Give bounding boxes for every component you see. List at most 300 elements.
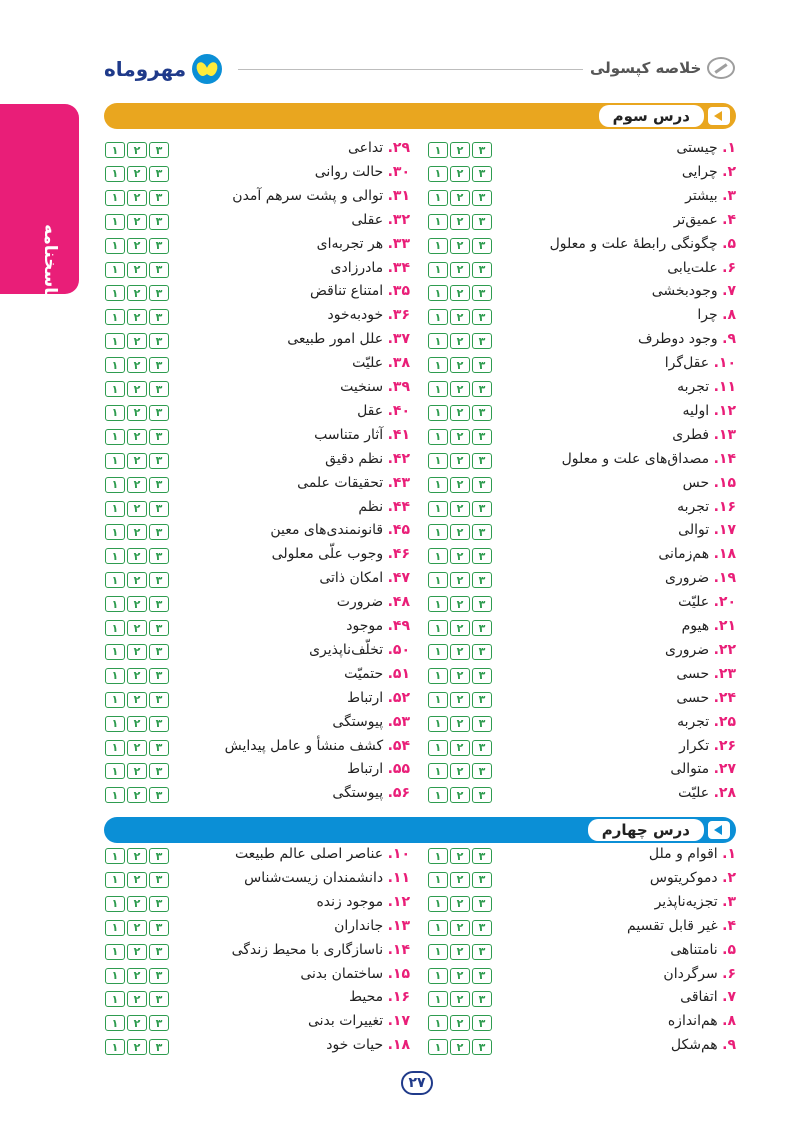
choice-box[interactable]: ۳	[149, 1039, 169, 1055]
answer-number: ۴۱.	[387, 426, 410, 443]
choice-box[interactable]: ۳	[472, 692, 492, 708]
choice-box[interactable]: ۲	[127, 142, 147, 158]
choice-box[interactable]: ۱	[105, 991, 125, 1007]
choice-box[interactable]: ۲	[127, 381, 147, 397]
choice-box[interactable]: ۳	[472, 740, 492, 756]
choice-box[interactable]: ۱	[105, 285, 125, 301]
choice-box[interactable]: ۲	[450, 333, 470, 349]
choice-box[interactable]: ۱	[428, 1015, 448, 1031]
answer-text: ناسازگاری با محیط زندگی	[231, 941, 384, 958]
choice-box[interactable]: ۳	[149, 763, 169, 779]
choice-box[interactable]: ۳	[472, 142, 492, 158]
choice-box[interactable]: ۳	[472, 477, 492, 493]
choice-box[interactable]: ۳	[149, 477, 169, 493]
choice-box[interactable]: ۲	[450, 896, 470, 912]
choice-boxes	[428, 787, 492, 803]
answer-text: علت‌یابی	[667, 259, 718, 276]
choice-box[interactable]: ۱	[428, 692, 448, 708]
choice-box[interactable]: ۲	[450, 1015, 470, 1031]
answer-item	[649, 846, 736, 862]
lesson3-title: درس سوم	[599, 105, 704, 127]
choice-box[interactable]: ۱	[428, 620, 448, 636]
choice-box[interactable]: ۱	[105, 238, 125, 254]
choice-box[interactable]: ۱	[105, 572, 125, 588]
answer-text: علیّت	[678, 785, 710, 802]
choice-boxes	[105, 501, 169, 517]
choice-box[interactable]: ۱	[105, 596, 125, 612]
choice-box[interactable]: ۲	[450, 285, 470, 301]
choice-box[interactable]: ۳	[149, 596, 169, 612]
answer-item	[327, 307, 410, 323]
choice-box[interactable]: ۲	[450, 644, 470, 660]
choice-box[interactable]: ۱	[428, 787, 448, 803]
answer-text: پیوستگی	[332, 713, 384, 730]
answer-item	[670, 761, 736, 777]
choice-box[interactable]: ۱	[428, 238, 448, 254]
choice-box[interactable]: ۱	[105, 1015, 125, 1031]
answer-item	[244, 870, 410, 886]
choice-box[interactable]: ۳	[149, 896, 169, 912]
choice-box[interactable]: ۲	[450, 872, 470, 888]
choice-box[interactable]: ۳	[472, 166, 492, 182]
answer-number: ۵۵.	[387, 761, 410, 778]
choice-box[interactable]: ۲	[127, 1039, 147, 1055]
choice-box[interactable]: ۱	[428, 1039, 448, 1055]
choice-box[interactable]: ۱	[428, 596, 448, 612]
choice-box[interactable]: ۱	[428, 644, 448, 660]
choice-box[interactable]: ۳	[472, 524, 492, 540]
choice-box[interactable]: ۲	[450, 262, 470, 278]
choice-box[interactable]: ۲	[127, 991, 147, 1007]
answer-item	[665, 642, 736, 658]
choice-boxes	[105, 1039, 169, 1055]
choice-box[interactable]: ۳	[472, 1039, 492, 1055]
choice-box[interactable]: ۳	[149, 991, 169, 1007]
choice-box[interactable]: ۱	[105, 740, 125, 756]
answer-number: ۶.	[722, 259, 736, 276]
choice-box[interactable]: ۲	[450, 572, 470, 588]
choice-box[interactable]: ۱	[428, 968, 448, 984]
choice-box[interactable]: ۲	[127, 477, 147, 493]
choice-box[interactable]: ۳	[149, 787, 169, 803]
answer-item	[344, 666, 410, 682]
choice-boxes	[105, 309, 169, 325]
choice-box[interactable]: ۳	[472, 309, 492, 325]
choice-box[interactable]: ۱	[428, 214, 448, 230]
answer-text: وجوب علّی معلولی	[271, 546, 384, 563]
choice-box[interactable]: ۱	[105, 357, 125, 373]
choice-box[interactable]: ۲	[127, 357, 147, 373]
choice-box[interactable]: ۱	[105, 1039, 125, 1055]
choice-box[interactable]: ۲	[450, 620, 470, 636]
answer-item	[677, 499, 736, 515]
choice-box[interactable]: ۳	[472, 238, 492, 254]
choice-box[interactable]: ۲	[450, 429, 470, 445]
choice-box[interactable]: ۳	[472, 872, 492, 888]
choice-box[interactable]: ۱	[428, 848, 448, 864]
choice-box[interactable]: ۱	[105, 524, 125, 540]
choice-box[interactable]: ۳	[149, 262, 169, 278]
choice-box[interactable]: ۱	[428, 262, 448, 278]
choice-box[interactable]: ۲	[450, 405, 470, 421]
answer-number: ۷.	[722, 989, 736, 1006]
choice-box[interactable]: ۱	[428, 333, 448, 349]
choice-box[interactable]: ۳	[472, 357, 492, 373]
choice-box[interactable]: ۳	[149, 1015, 169, 1031]
choice-box[interactable]: ۳	[472, 968, 492, 984]
choice-box[interactable]: ۲	[127, 524, 147, 540]
choice-box[interactable]: ۲	[450, 968, 470, 984]
choice-box[interactable]: ۱	[428, 381, 448, 397]
choice-box[interactable]: ۳	[472, 285, 492, 301]
choice-box[interactable]: ۲	[127, 262, 147, 278]
choice-box[interactable]: ۱	[428, 920, 448, 936]
choice-box[interactable]: ۳	[149, 309, 169, 325]
choice-box[interactable]: ۱	[428, 944, 448, 960]
page-number: ۲۷	[401, 1071, 433, 1095]
choice-box[interactable]: ۳	[472, 333, 492, 349]
choice-box[interactable]: ۱	[428, 429, 448, 445]
choice-box[interactable]: ۳	[472, 214, 492, 230]
answer-number: ۱۶.	[713, 498, 736, 515]
choice-box[interactable]: ۱	[428, 668, 448, 684]
choice-box[interactable]: ۳	[149, 357, 169, 373]
choice-box[interactable]: ۱	[105, 848, 125, 864]
choice-box[interactable]: ۱	[428, 453, 448, 469]
choice-box[interactable]: ۳	[149, 285, 169, 301]
choice-box[interactable]: ۲	[450, 944, 470, 960]
choice-box[interactable]: ۲	[450, 381, 470, 397]
choice-box[interactable]: ۲	[450, 453, 470, 469]
choice-box[interactable]: ۳	[149, 848, 169, 864]
choice-box[interactable]: ۱	[105, 620, 125, 636]
choice-box[interactable]: ۲	[127, 692, 147, 708]
choice-box[interactable]: ۱	[428, 166, 448, 182]
choice-box[interactable]: ۱	[105, 763, 125, 779]
choice-box[interactable]: ۲	[127, 668, 147, 684]
answer-text: محیط	[349, 989, 384, 1006]
choice-boxes	[428, 1039, 492, 1055]
choice-box[interactable]: ۱	[428, 285, 448, 301]
answer-number: ۴۸.	[387, 594, 410, 611]
answer-item	[663, 966, 736, 982]
choice-box[interactable]: ۲	[127, 596, 147, 612]
choice-box[interactable]: ۲	[127, 238, 147, 254]
choice-box[interactable]: ۲	[450, 214, 470, 230]
choice-box[interactable]: ۱	[105, 548, 125, 564]
choice-box[interactable]: ۲	[450, 166, 470, 182]
choice-box[interactable]: ۲	[127, 285, 147, 301]
choice-box[interactable]: ۲	[127, 763, 147, 779]
answer-item	[232, 188, 410, 204]
choice-box[interactable]: ۲	[450, 668, 470, 684]
choice-box[interactable]: ۲	[450, 190, 470, 206]
answer-number: ۵۶.	[387, 785, 410, 802]
choice-boxes	[428, 763, 492, 779]
choice-box[interactable]: ۳	[472, 896, 492, 912]
choice-box[interactable]: ۱	[105, 429, 125, 445]
choice-box[interactable]: ۱	[105, 333, 125, 349]
choice-box[interactable]: ۲	[450, 524, 470, 540]
choice-box[interactable]: ۳	[472, 920, 492, 936]
choice-box[interactable]: ۲	[450, 238, 470, 254]
choice-box[interactable]: ۱	[105, 668, 125, 684]
choice-box[interactable]: ۳	[472, 262, 492, 278]
choice-box[interactable]: ۱	[105, 872, 125, 888]
choice-box[interactable]: ۲	[127, 190, 147, 206]
choice-box[interactable]: ۲	[127, 920, 147, 936]
answer-item	[235, 846, 410, 862]
choice-box[interactable]: ۱	[105, 787, 125, 803]
choice-boxes	[428, 548, 492, 564]
choice-box[interactable]: ۱	[105, 262, 125, 278]
choice-box[interactable]: ۲	[450, 787, 470, 803]
choice-box[interactable]: ۳	[472, 501, 492, 517]
choice-box[interactable]: ۳	[149, 668, 169, 684]
choice-box[interactable]: ۳	[472, 453, 492, 469]
choice-box[interactable]: ۲	[450, 596, 470, 612]
answer-number: ۴۳.	[387, 474, 410, 491]
choice-box[interactable]: ۳	[149, 968, 169, 984]
choice-box[interactable]: ۳	[149, 716, 169, 732]
choice-box[interactable]: ۱	[105, 896, 125, 912]
choice-box[interactable]: ۱	[105, 214, 125, 230]
choice-box[interactable]: ۱	[105, 166, 125, 182]
choice-box[interactable]: ۳	[149, 142, 169, 158]
choice-box[interactable]: ۱	[105, 405, 125, 421]
choice-box[interactable]: ۳	[472, 668, 492, 684]
choice-box[interactable]: ۳	[149, 944, 169, 960]
choice-box[interactable]: ۲	[127, 548, 147, 564]
choice-box[interactable]: ۲	[450, 763, 470, 779]
answer-text: ساختمان بدنی	[300, 965, 384, 982]
choice-box[interactable]: ۳	[149, 692, 169, 708]
choice-box[interactable]: ۱	[428, 357, 448, 373]
choice-box[interactable]: ۲	[127, 644, 147, 660]
choice-box[interactable]: ۳	[149, 620, 169, 636]
choice-box[interactable]: ۱	[428, 501, 448, 517]
choice-box[interactable]: ۱	[428, 548, 448, 564]
answer-text: حسی	[676, 689, 710, 706]
choice-box[interactable]: ۲	[127, 309, 147, 325]
answer-text: غیر قابل تقسیم	[627, 917, 718, 934]
answer-number: ۲۷.	[713, 761, 736, 778]
choice-box[interactable]: ۳	[149, 166, 169, 182]
answer-text: تداعی	[347, 140, 384, 156]
choice-box[interactable]: ۲	[127, 572, 147, 588]
answer-number: ۴۶.	[387, 546, 410, 563]
choice-boxes	[105, 596, 169, 612]
answer-number: ۵۰.	[387, 641, 410, 658]
choice-box[interactable]: ۳	[149, 740, 169, 756]
choice-box[interactable]: ۱	[428, 716, 448, 732]
choice-box[interactable]: ۲	[450, 309, 470, 325]
choice-box[interactable]: ۲	[127, 214, 147, 230]
choice-box[interactable]: ۲	[450, 692, 470, 708]
choice-boxes	[428, 453, 492, 469]
choice-box[interactable]: ۲	[127, 429, 147, 445]
choice-box[interactable]: ۱	[428, 309, 448, 325]
choice-boxes	[428, 333, 492, 349]
choice-box[interactable]: ۲	[127, 848, 147, 864]
choice-box[interactable]: ۳	[472, 763, 492, 779]
choice-box[interactable]: ۳	[472, 572, 492, 588]
choice-box[interactable]: ۲	[127, 968, 147, 984]
answer-text: حسی	[676, 665, 710, 682]
choice-box[interactable]: ۲	[127, 620, 147, 636]
choice-box[interactable]: ۱	[428, 142, 448, 158]
choice-box[interactable]: ۱	[428, 740, 448, 756]
choice-box[interactable]: ۳	[149, 572, 169, 588]
choice-box[interactable]: ۳	[472, 1015, 492, 1031]
answer-item	[562, 451, 736, 467]
choice-box[interactable]: ۱	[428, 896, 448, 912]
choice-box[interactable]: ۲	[127, 896, 147, 912]
answer-text: عناصر اصلی عالم طبیعت	[234, 846, 384, 862]
choice-box[interactable]: ۱	[105, 453, 125, 469]
choice-box[interactable]: ۳	[149, 920, 169, 936]
answer-item	[316, 894, 410, 910]
choice-box[interactable]: ۱	[428, 991, 448, 1007]
choice-box[interactable]: ۲	[450, 1039, 470, 1055]
choice-box[interactable]: ۲	[127, 787, 147, 803]
answer-item	[332, 714, 410, 730]
choice-box[interactable]: ۲	[450, 991, 470, 1007]
choice-box[interactable]: ۳	[149, 524, 169, 540]
choice-box[interactable]: ۳	[149, 872, 169, 888]
choice-box[interactable]: ۳	[472, 644, 492, 660]
choice-box[interactable]: ۳	[472, 405, 492, 421]
answer-text: تجزیه‌ناپذیر	[654, 893, 718, 910]
choice-boxes	[428, 381, 492, 397]
choice-box[interactable]: ۱	[105, 142, 125, 158]
choice-box[interactable]: ۲	[127, 1015, 147, 1031]
choice-box[interactable]: ۲	[127, 453, 147, 469]
answer-text: هیوم	[681, 618, 710, 634]
header-divider	[238, 69, 583, 70]
choice-box[interactable]: ۲	[450, 477, 470, 493]
choice-box[interactable]: ۱	[105, 968, 125, 984]
choice-box[interactable]: ۳	[149, 190, 169, 206]
answer-number: ۱.	[722, 140, 736, 156]
choice-box[interactable]: ۳	[149, 501, 169, 517]
choice-box[interactable]: ۲	[450, 848, 470, 864]
choice-box[interactable]: ۳	[472, 787, 492, 803]
choice-boxes	[428, 1015, 492, 1031]
choice-box[interactable]: ۱	[105, 477, 125, 493]
answer-number: ۱۰.	[387, 846, 410, 862]
choice-box[interactable]: ۲	[450, 142, 470, 158]
choice-box[interactable]: ۳	[149, 644, 169, 660]
choice-box[interactable]: ۲	[127, 716, 147, 732]
choice-box[interactable]: ۱	[105, 716, 125, 732]
choice-box[interactable]: ۲	[127, 872, 147, 888]
choice-box[interactable]: ۱	[428, 572, 448, 588]
choice-box[interactable]: ۲	[127, 944, 147, 960]
choice-box[interactable]: ۳	[149, 214, 169, 230]
choice-box[interactable]: ۱	[105, 920, 125, 936]
answer-key-label: پاسخنامه	[40, 224, 60, 300]
choice-boxes	[105, 740, 169, 756]
answer-text: چرایی	[681, 163, 718, 180]
choice-box[interactable]: ۱	[105, 644, 125, 660]
choice-box[interactable]: ۲	[450, 920, 470, 936]
answer-item	[225, 738, 410, 754]
choice-box[interactable]: ۲	[450, 357, 470, 373]
choice-box[interactable]: ۱	[105, 190, 125, 206]
choice-boxes	[105, 848, 169, 864]
choice-box[interactable]: ۳	[472, 848, 492, 864]
choice-box[interactable]: ۱	[105, 501, 125, 517]
answer-item	[682, 164, 736, 180]
answer-number: ۴۵.	[387, 522, 410, 539]
choice-boxes	[428, 596, 492, 612]
answer-number: ۱۳.	[713, 426, 736, 443]
choice-box[interactable]: ۳	[472, 991, 492, 1007]
choice-boxes	[428, 285, 492, 301]
choice-box[interactable]: ۲	[127, 501, 147, 517]
choice-box[interactable]: ۱	[428, 190, 448, 206]
choice-box[interactable]: ۳	[472, 596, 492, 612]
choice-box[interactable]: ۳	[149, 381, 169, 397]
choice-boxes	[105, 787, 169, 803]
choice-box[interactable]: ۲	[450, 548, 470, 564]
choice-box[interactable]: ۱	[105, 692, 125, 708]
choice-box[interactable]: ۳	[149, 238, 169, 254]
choice-box[interactable]: ۳	[149, 405, 169, 421]
choice-box[interactable]: ۱	[428, 763, 448, 779]
choice-box[interactable]: ۲	[127, 333, 147, 349]
choice-box[interactable]: ۳	[472, 620, 492, 636]
answer-text: متوالی	[670, 761, 710, 778]
choice-box[interactable]: ۳	[149, 333, 169, 349]
answer-number: ۲۰.	[713, 594, 736, 611]
choice-box[interactable]: ۱	[105, 309, 125, 325]
choice-box[interactable]: ۱	[428, 872, 448, 888]
choice-box[interactable]: ۱	[428, 405, 448, 421]
choice-box[interactable]: ۱	[105, 381, 125, 397]
choice-box[interactable]: ۳	[472, 381, 492, 397]
choice-box[interactable]: ۱	[428, 524, 448, 540]
answer-item	[351, 212, 410, 228]
answer-number: ۲۴.	[713, 689, 736, 706]
choice-boxes	[105, 620, 169, 636]
choice-box[interactable]: ۲	[127, 740, 147, 756]
choice-box[interactable]: ۳	[472, 190, 492, 206]
choice-boxes	[105, 548, 169, 564]
choice-box[interactable]: ۲	[450, 740, 470, 756]
choice-boxes	[428, 692, 492, 708]
choice-box[interactable]: ۲	[450, 716, 470, 732]
answer-number: ۴۷.	[387, 570, 410, 587]
choice-box[interactable]: ۱	[428, 477, 448, 493]
choice-box[interactable]: ۳	[149, 453, 169, 469]
choice-box[interactable]: ۱	[105, 944, 125, 960]
choice-box[interactable]: ۳	[472, 944, 492, 960]
answer-item	[346, 618, 410, 634]
choice-box[interactable]: ۳	[149, 548, 169, 564]
choice-box[interactable]: ۳	[472, 548, 492, 564]
choice-box[interactable]: ۲	[127, 166, 147, 182]
choice-box[interactable]: ۳	[472, 429, 492, 445]
answer-item	[326, 1037, 410, 1053]
choice-boxes	[105, 453, 169, 469]
choice-box[interactable]: ۳	[472, 716, 492, 732]
answer-text: سرگردان	[663, 965, 718, 982]
choice-box[interactable]: ۲	[127, 405, 147, 421]
choice-box[interactable]: ۳	[149, 429, 169, 445]
choice-box[interactable]: ۲	[450, 501, 470, 517]
